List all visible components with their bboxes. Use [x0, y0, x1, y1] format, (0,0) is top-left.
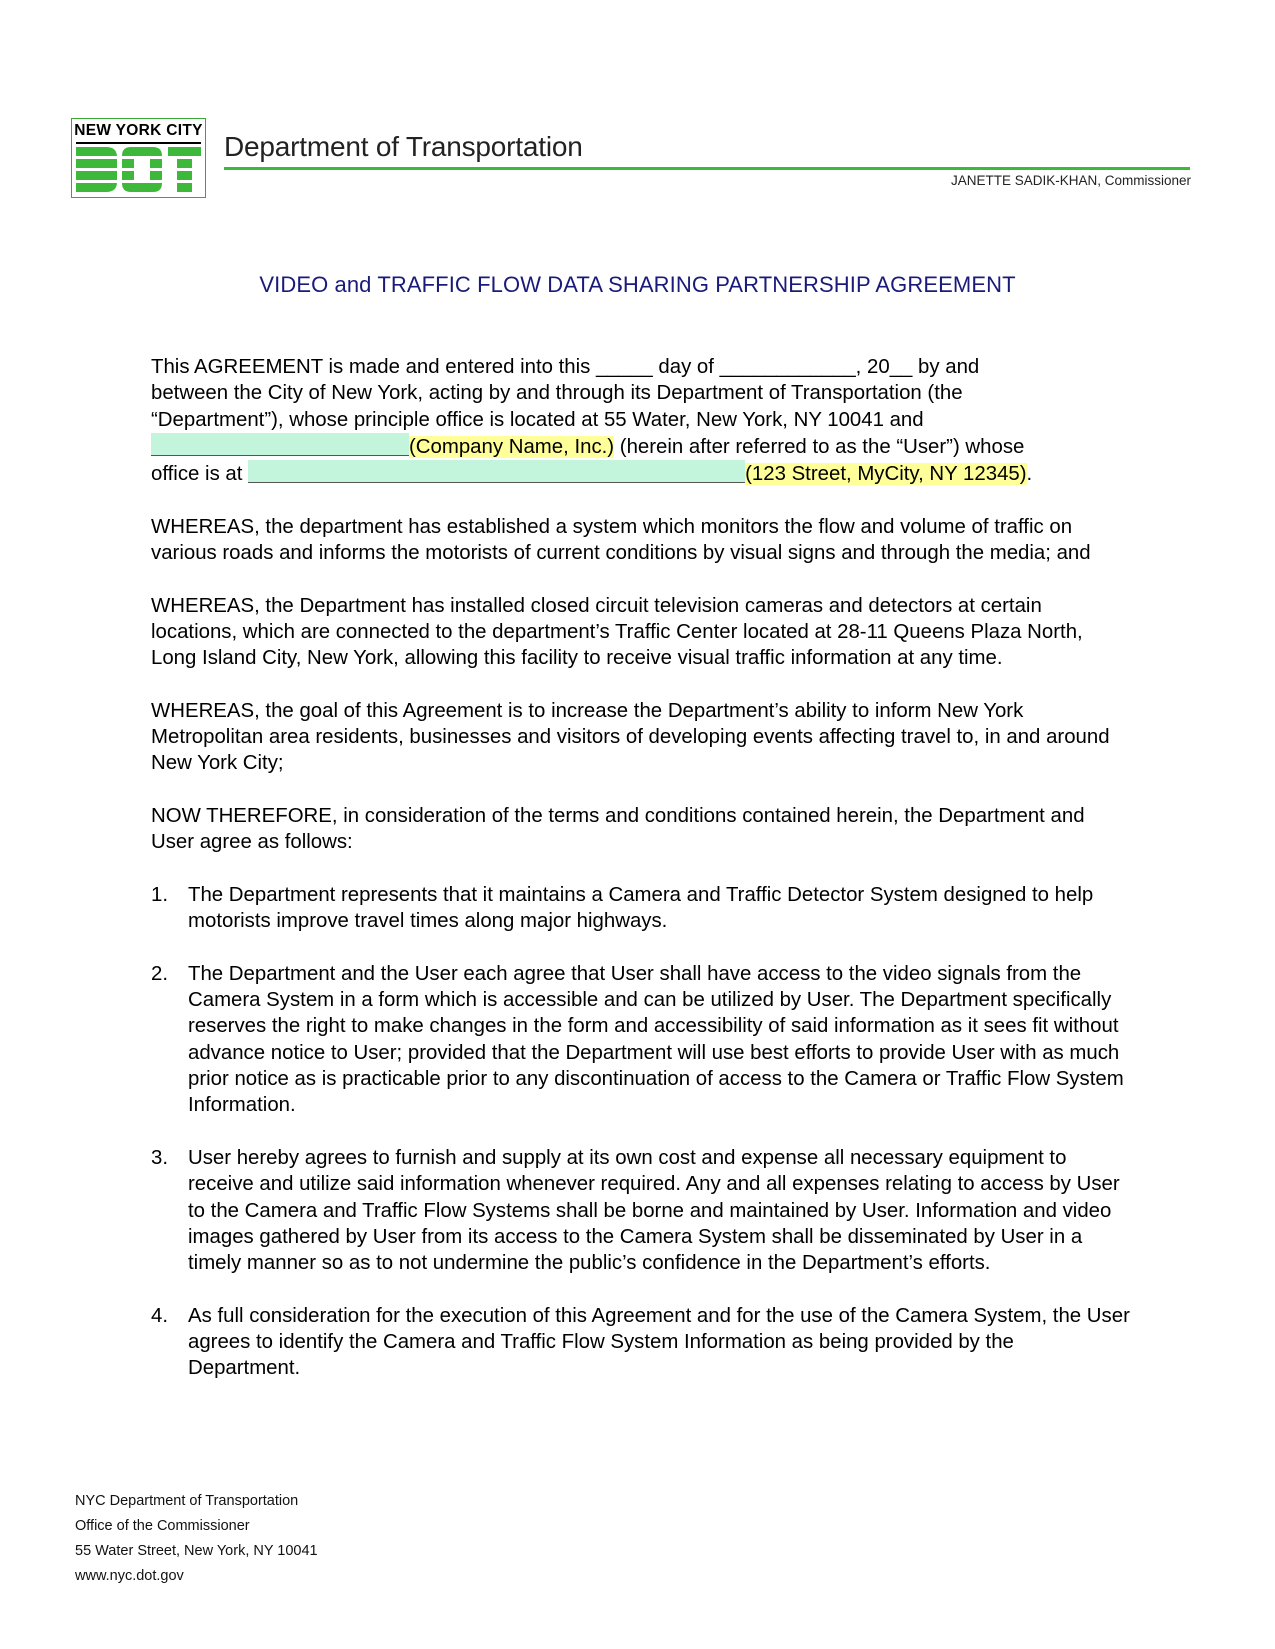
- terms-list: [151, 882, 1131, 1382]
- intro-line-1: This AGREEMENT is made and entered into this _____ day of ____________, 20__ by and: [151, 356, 980, 378]
- dot-logo-mark: [76, 147, 201, 193]
- footer-line: Office of the Commissioner: [75, 1518, 250, 1534]
- agreement-title: VIDEO and TRAFFIC FLOW DATA SHARING PARTNERSHIP AGREEMENT: [259, 272, 1016, 297]
- term-text: The Department and the User each agree that User shall have access to the video signals from the Camera System in a form which is accessible and can be utilized by User. The Department specifically reserves the right to make changes in the form and accessibility of said information as it sees fit without advance notice to User; provided that the Department will use best efforts to provide User with as much prior notice as is practicable prior to any discontinuation of access to the Camera or Traffic Flow System Information.: [188, 962, 1124, 1117]
- now-therefore-paragraph: NOW THEREFORE, in consideration of the terms and conditions contained herein, the Department and User agree as follows:: [151, 805, 1085, 854]
- department-name: Department of Transportation: [224, 131, 583, 162]
- footer-line: 55 Water Street, New York, NY 10041: [75, 1543, 318, 1559]
- footer-address-block: [75, 1489, 318, 1589]
- footer-website-link[interactable]: www.nyc.dot.gov: [75, 1568, 184, 1584]
- whereas-paragraph: WHEREAS, the department has established a system which monitors the flow and volume of traffic on various roads and informs the motorists of current conditions by visual signs and through the media; and: [151, 515, 1091, 565]
- whereas-paragraph: WHEREAS, the Department has installed closed circuit television cameras and detectors at certain locations, which are connected to the department’s Traffic Center located at 28-11 Queens Plaza North, Long Island City, New York, allowing this facility to receive visual traffic information at any time.: [151, 594, 1083, 670]
- nyc-dot-logo: [71, 118, 206, 198]
- term-item: [151, 961, 1131, 1119]
- intro-line-5-start: office is at: [151, 463, 249, 486]
- term-number: 2.: [151, 962, 169, 985]
- address-field[interactable]: [248, 460, 745, 483]
- term-text: As full consideration for the execution of this Agreement and for the use of the Camera System, the User agrees to identify the Camera and Traffic Flow System Information as being provided by the Department.: [188, 1304, 1130, 1380]
- term-number: 3.: [151, 1146, 169, 1169]
- whereas-paragraph: WHEREAS, the goal of this Agreement is to increase the Department’s ability to inform New York Metropolitan area residents, businesses and visitors of developing events affecting travel to, in and around New York City;: [151, 699, 1110, 775]
- logo-rule: [76, 142, 201, 144]
- term-number: 1.: [151, 883, 169, 906]
- header-rule: [224, 167, 1190, 170]
- intro-line-3: “Department”), whose principle office is located at 55 Water, New York, NY 10041 and: [151, 408, 924, 431]
- term-item: [151, 1303, 1131, 1382]
- footer-line: NYC Department of Transportation: [75, 1493, 299, 1509]
- intro-line-4-rest: (herein after referred to as the “User”) whose: [614, 435, 1025, 458]
- commissioner-name: JANETTE SADIK-KHAN, Commissioner: [950, 173, 1191, 188]
- term-item: [151, 882, 1131, 935]
- intro-line-2: between the City of New York, acting by and through its Department of Transportation (the: [151, 382, 963, 405]
- company-name-placeholder: (Company Name, Inc.): [409, 435, 615, 458]
- company-name-field[interactable]: [151, 433, 409, 456]
- address-placeholder: (123 Street, MyCity, NY 12345): [745, 463, 1027, 486]
- term-number: 4.: [151, 1304, 169, 1327]
- term-text: The Department represents that it maintains a Camera and Traffic Detector System designed to help motorists improve travel times along major highways.: [188, 883, 1094, 933]
- intro-line-5-end: .: [1026, 463, 1033, 486]
- term-item: [151, 1145, 1131, 1276]
- term-text: User hereby agrees to furnish and supply at its own cost and expense all necessary equipment to receive and utilize said information whenever required. Any and all expenses relating to access by User to the Camera and Traffic Flow Systems shall be borne and maintained by User. Information and video images gathered by User from its access to the Camera System shall be disseminated by User in a timely manner so as to not undermine the public’s confidence in the Department’s efforts.: [188, 1146, 1120, 1275]
- logo-text: NEW YORK CITY: [74, 122, 203, 139]
- agreement-body: [151, 354, 1131, 1408]
- intro-paragraph: [151, 354, 1131, 487]
